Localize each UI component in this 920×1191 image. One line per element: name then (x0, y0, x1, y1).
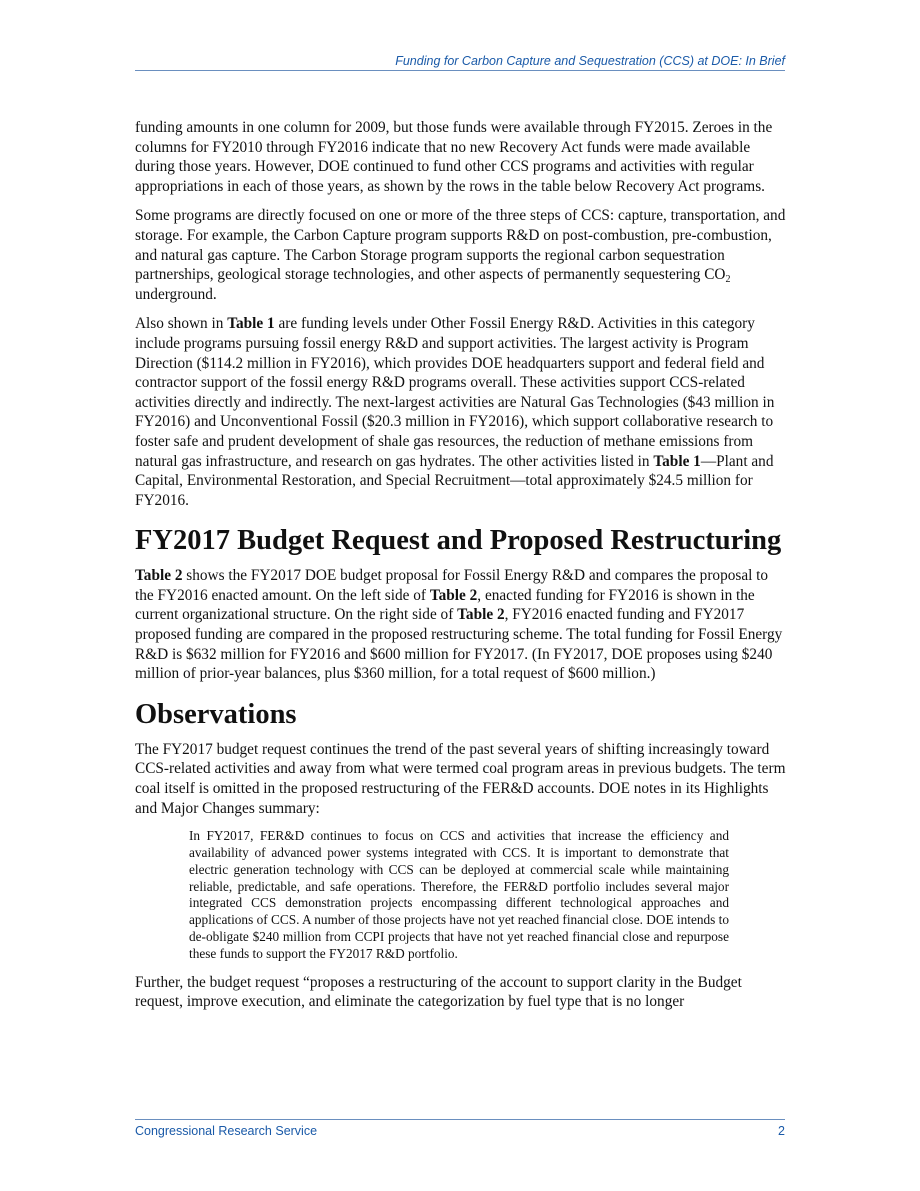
table-1-reference-2: Table 1 (653, 452, 701, 470)
footer-divider (135, 1119, 785, 1120)
paragraph-observations: The FY2017 budget request continues the trend of the past several years of shifting increasingly toward CCS-related activities and away from what were termed coal program areas in previous budgets. The term coal itself is omitted in the proposed restructuring of the FER&D accounts. DOE notes in its Highlights and Major Changes summary: (135, 740, 786, 817)
paragraph-other-fossil-tail: —Plant and Capital, Environmental Restoration, and Special Recruitment—total approximately $24.5 million for FY2016. (135, 452, 774, 509)
document-body (135, 118, 787, 1022)
paragraph-budget-request-b: , enacted funding for FY2016 is shown in the current organizational structure. On the right side of (135, 586, 755, 624)
section-heading-budget-request: FY2017 Budget Request and Proposed Restructuring (135, 525, 782, 557)
table-2-reference-2: Table 2 (429, 586, 478, 604)
table-1-reference: Table 1 (227, 315, 275, 333)
footer-publisher: Congressional Research Service (135, 1124, 318, 1138)
running-header: Funding for Carbon Capture and Sequestration (CCS) at DOE: In Brief (395, 54, 785, 68)
paragraph-ccs-programs-text: Some programs are directly focused on one or more of the three steps of CCS: capture, transportation, and storage. For example, the Carbon Capture program supports R&D on post-combustion, pre-combustion, and natural gas capture. The Carbon Storage program supports the regional carbon sequestration partnerships, geological storage technologies, and other aspects of permanently sequestering CO (135, 207, 786, 284)
header-divider (135, 70, 785, 71)
section-heading-observations: Observations (135, 698, 297, 730)
paragraph-ccs-programs (135, 206, 787, 304)
paragraph-other-fossil (135, 314, 787, 510)
co2-subscript: 2 (725, 274, 731, 286)
paragraph-ccs-programs-tail: underground. (135, 285, 217, 303)
page-number: 2 (778, 1124, 785, 1138)
paragraph-restructuring: Further, the budget request “proposes a restructuring of the account to support clarity in the Budget request, improve execution, and eliminate the categorization by fuel type that is no longer (135, 973, 742, 1011)
table-2-reference-3: Table 2 (457, 606, 505, 624)
paragraph-budget-request-c: , FY2016 enacted funding and FY2017 proposed funding are compared in the proposed restructuring scheme. The total funding for Fossil Energy R&D is $632 million for FY2016 and $600 million for FY2017. (In FY2017, DOE proposes using $240 million of prior-year balances, plus $360 million, for a total request of $600 million.) (135, 606, 783, 683)
paragraph-other-fossil-body: are funding levels under Other Fossil Energy R&D. Activities in this category include programs pursuing fossil energy R&D and support activities. The largest activity is Program Direction ($114.2 million in FY2016), which provides DOE headquarters support and federal field and contractor support of the fossil energy R&D programs overall. These activities support CCS-related activities directly and indirectly. The next-largest activities are Natural Gas Technologies ($43 million in FY2016) and Unconventional Fossil ($20.3 million in FY2016), which support collaborative research to foster safe and prudent development of shale gas resources, the reduction of methane emissions from natural gas infrastructure, and research on gas hydrates. The other activities listed in (135, 315, 775, 470)
table-2-reference: Table 2 (135, 567, 183, 585)
paragraph-other-fossil-lead: Also shown in (135, 315, 228, 333)
paragraph-recovery-act: funding amounts in one column for 2009, but those funds were available through FY2015. Zeroes in the columns for FY2010 through FY2016 indicate that no new Recovery Act funds were made available during those years. However, DOE continued to fund other CCS programs and activities with regular appropriations in each of those years, as shown by the rows in the table below Recovery Act programs. (135, 119, 773, 195)
paragraph-budget-request-a: shows the FY2017 DOE budget proposal for Fossil Energy R&D and compares the proposal to the FY2016 enacted amount. On the left side of (135, 567, 769, 604)
doe-quote: In FY2017, FER&D continues to focus on CCS and activities that increase the efficiency and availability of advanced power systems integrated with CCS. It is important to demonstrate that electric generation technology with CCS can be deployed at commercial scale while maintaining reliable, predictable, and safe operations. Therefore, the FER&D portfolio includes several major integrated CCS demonstration projects encompassing different technological approaches and applications of CCS. A number of those projects have not yet reached financial close. DOE intends to de-obligate $240 million from CCPI projects that have not yet reached financial close and repurpose these funds to support the FY2017 R&D portfolio. (189, 828, 729, 961)
paragraph-budget-request (135, 566, 787, 684)
